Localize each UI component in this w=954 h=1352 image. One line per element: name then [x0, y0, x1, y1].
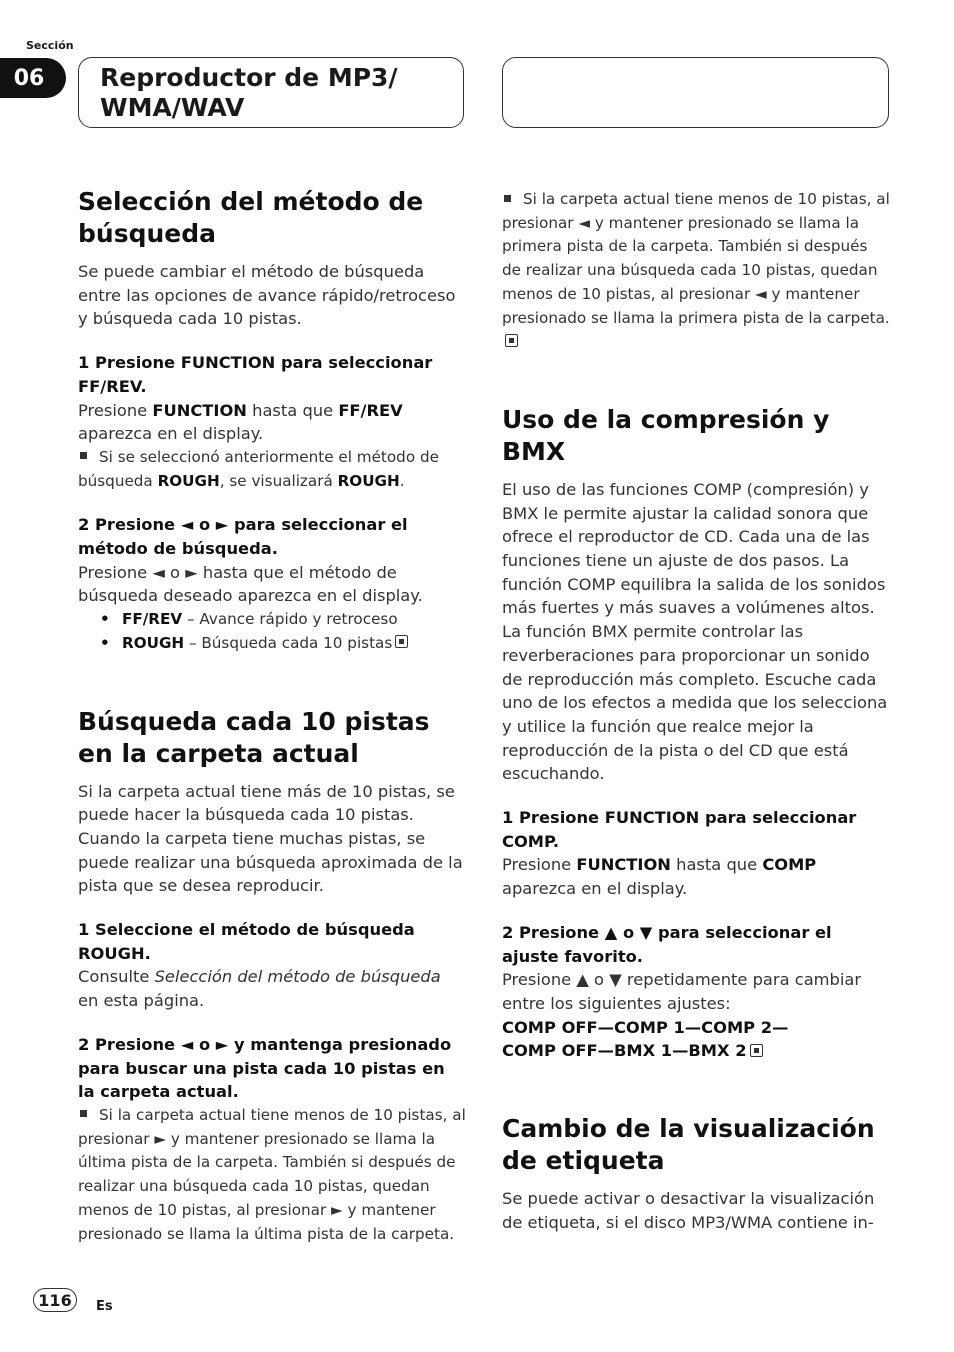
step-1-select-comp-text: Presione FUNCTION hasta que COMP aparezca en el display.: [502, 855, 817, 899]
section-heading-ten-track-search: Búsqueda cada 10 pistas en la carpeta actual: [78, 706, 430, 768]
section-heading-search-method: Selección del método de búsqueda: [78, 187, 424, 248]
comp-bmx-intro: El uso de las funciones COMP (compresión) y BMX le permite ajustar la calidad sonora que ofrece el reproductor de CD. Cada una de las funciones tiene un ajuste de dos pasos. La función COMP equilibra la salida de los sonidos más fuertes y más suaves a volúmenes altos. La función BMX permite controlar las reverberaciones para proporcionar un sonido de reproducción más completo. Escuche cada uno de los efectos a medida que los selecciona y utilice la función que realce mejor la reproducción de la pista o del CD que está escuchando.: [502, 479, 888, 784]
search-method-intro: Se puede cambiar el método de búsqueda entre las opciones de avance rápido/retroceso y búsqueda cada 10 pistas.: [78, 262, 456, 329]
step-2-select-method: 2 Presione ◄ o ► para seleccionar el método de búsqueda.: [78, 515, 408, 559]
step-1-select-comp: 1 Presione FUNCTION para seleccionar COMP.: [502, 808, 857, 851]
end-mark-icon: [750, 1044, 763, 1057]
list-item: • ROUGH – Búsqueda cada 10 pistas: [78, 632, 466, 656]
tag-display-intro: Se puede activar o desactivar la visualización de etiqueta, si el disco MP3/WMA contiene in-: [502, 1189, 875, 1232]
step-1-function: 1 Presione FUNCTION para seleccionar FF/REV.: [78, 353, 433, 396]
last-track-note: Si la carpeta actual tiene menos de 10 pistas, al presionar ► y mantener presionado se llama la última pista de la carpeta. También si después de realizar una búsqueda cada 10 pistas, quedan menos de 10 pistas, al presionar ► y mantener presionado se llama la última pista de la carpeta.: [78, 1105, 466, 1243]
comp-sequence-1: COMP OFF—COMP 1—COMP 2—: [502, 1017, 789, 1037]
empty-header-box: [502, 57, 889, 128]
step-2-select-setting-text: Presione ▲ o ▼ repetidamente para cambiar entre los siguientes ajustes:: [502, 970, 862, 1013]
end-mark-icon: [505, 334, 518, 347]
step-2-hold-search: 2 Presione ◄ o ► y mantenga presionado para buscar una pista cada 10 pistas en la carpeta actual.: [78, 1034, 452, 1102]
note-square-icon: [80, 1110, 87, 1117]
step-1-select-rough-text: Consulte Selección del método de búsqueda en esta página.: [78, 967, 441, 1011]
right-column: [502, 188, 890, 1235]
step-1-select-rough: 1 Seleccione el método de búsqueda ROUGH.: [78, 920, 415, 963]
chapter-title-box: [78, 57, 464, 128]
comp-sequence-2: COMP OFF—BMX 1—BMX 2: [502, 1039, 890, 1063]
end-mark-icon: [395, 635, 408, 648]
rough-note: Si se seleccionó anteriormente el método de búsqueda ROUGH, se visualizará ROUGH.: [78, 447, 439, 490]
section-heading-comp-bmx: Uso de la compresión y BMX: [502, 404, 830, 466]
step-2-select-setting: 2 Presione ▲ o ▼ para seleccionar el ajuste favorito.: [502, 922, 832, 966]
step-2-select-method-text: Presione ◄ o ► hasta que el método de búsqueda deseado aparezca en el display.: [78, 562, 423, 606]
note-square-icon: [80, 452, 87, 459]
section-number-badge: 06: [0, 58, 66, 98]
section-heading-tag-display: Cambio de la visualización de etiqueta: [502, 1114, 875, 1176]
note-square-icon: [504, 195, 511, 202]
section-label: Sección: [26, 39, 74, 52]
language-code: Es: [96, 1299, 113, 1314]
page-number: 116: [33, 1288, 77, 1312]
list-item: • FF/REV – Avance rápido y retroceso: [78, 608, 466, 632]
ten-track-search-intro: Si la carpeta actual tiene más de 10 pistas, se puede hacer la búsqueda cada 10 pistas. Cuando la carpeta tiene muchas pistas, se puede realizar una búsqueda aproximada de la pista que se desea reproducir.: [78, 781, 463, 896]
method-options-list: [78, 608, 466, 655]
left-column: [78, 186, 466, 1246]
step-1-function-text: Presione FUNCTION hasta que FF/REV aparezca en el display.: [78, 400, 403, 444]
chapter-title: Reproductor de MP3/ WMA/WAV: [100, 63, 398, 122]
first-track-note: Si la carpeta actual tiene menos de 10 pistas, al presionar ◄ y mantener presionado se llama la primera pista de la carpeta. También si después de realizar una búsqueda cada 10 pistas, quedan menos de 10 pistas, al presionar ◄ y mantener presionado se llama la primera pista de la carpeta.: [502, 188, 890, 354]
